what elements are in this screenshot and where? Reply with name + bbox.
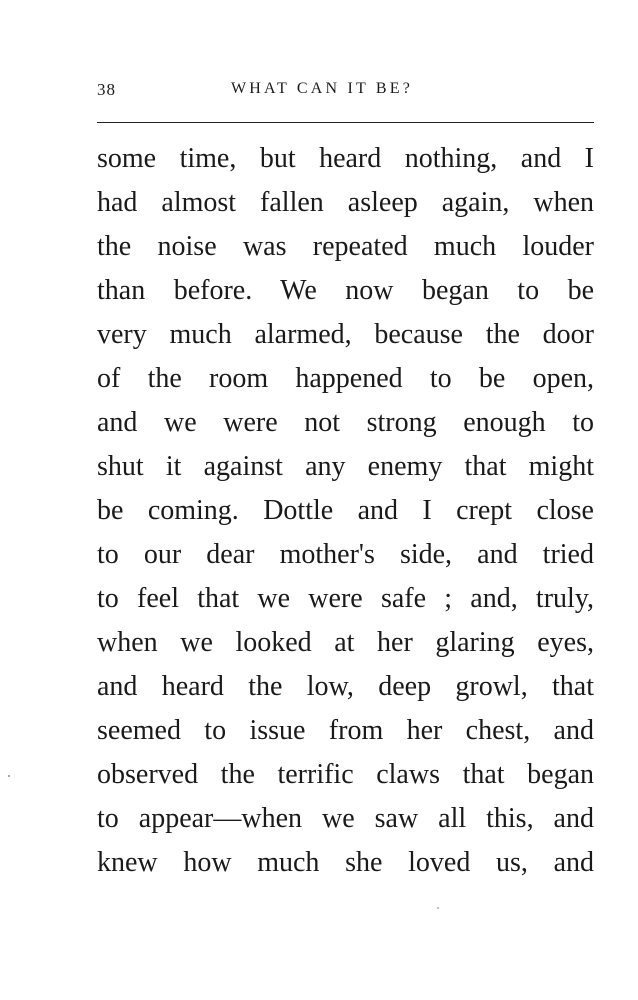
page-number: 38: [97, 80, 116, 99]
body-text: [97, 137, 594, 885]
running-head: [97, 80, 594, 104]
text-line: to our dear mother's side, and tried: [97, 539, 594, 570]
page-speck: [437, 907, 439, 909]
text-line: than before. We now began to be: [97, 275, 594, 306]
margin-speck: [8, 775, 10, 777]
text-line: seemed to issue from her chest, and: [97, 715, 594, 746]
text-line: observed the terrific claws that began: [97, 759, 594, 790]
text-line: knew how much she loved us, and: [97, 847, 594, 878]
text-line: when we looked at her glaring eyes,: [97, 627, 594, 658]
text-line: and heard the low, deep growl, that: [97, 671, 594, 702]
text-line: of the room happened to be open,: [97, 363, 594, 394]
text-line: some time, but heard nothing, and I: [97, 143, 594, 174]
text-line: had almost fallen asleep again, when: [97, 187, 594, 218]
text-line: shut it against any enemy that might: [97, 451, 594, 482]
text-line: to appear—when we saw all this, and: [97, 803, 594, 834]
text-line: to feel that we were safe ; and, truly,: [97, 583, 594, 614]
header-rule: [97, 122, 594, 123]
running-title: WHAT CAN IT BE?: [231, 80, 414, 97]
text-line: be coming. Dottle and I crept close: [97, 495, 594, 526]
text-line: very much alarmed, because the door: [97, 319, 594, 350]
text-line: the noise was repeated much louder: [97, 231, 594, 262]
text-line: and we were not strong enough to: [97, 407, 594, 438]
